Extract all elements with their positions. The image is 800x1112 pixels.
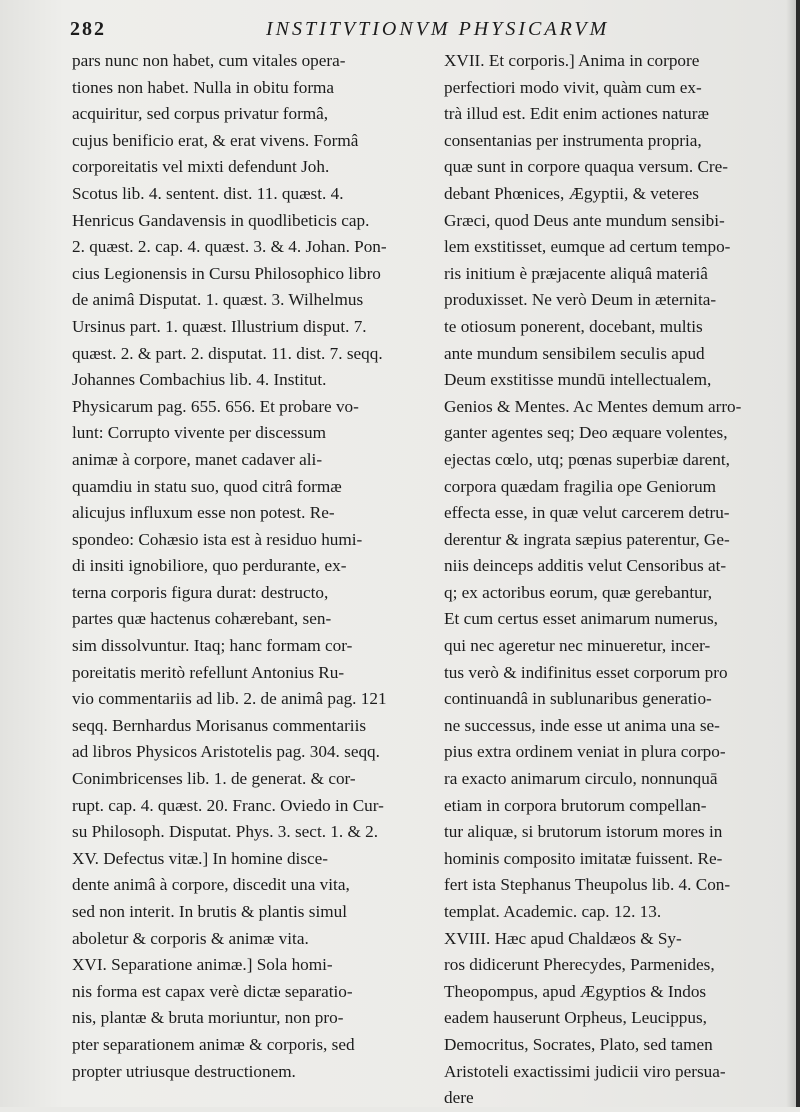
text-line: Genios & Mentes. Ac Mentes demum arro- [444,396,742,416]
text-line: terna corporis figura durat: destructo, [72,582,329,602]
text-line: trà illud est. Edit enim actiones naturæ [444,104,709,124]
text-line: pius extra ordinem veniat in plura corpo- [444,742,726,762]
page-header [70,12,780,46]
running-head: INSTITVTIONVM PHYSICARVM [266,18,610,40]
text-line: Theopompus, apud Ægyptios & Indos [444,981,707,1001]
text-line: Aristoteli exactissimi judicii viro persua- [444,1061,726,1081]
text-line: quæst. 2. & part. 2. disputat. 11. dist. 7. seqq. [72,343,383,363]
text-line: aboletur & corporis & animæ vita. [72,928,309,948]
text-line: corpora quædam fragilia ope Geniorum [444,476,717,496]
text-line: Physicarum pag. 655. 656. Et probare vo- [72,396,359,416]
text-line: ra exacto animarum circulo, nonnunquā [444,769,718,789]
text-line: sed non interit. In brutis & plantis simul [72,902,347,921]
text-line: partes quæ hactenus cohærebant, sen- [72,609,332,629]
text-line: tiones non habet. Nulla in obitu forma [72,77,335,97]
text-line: eadem hauserunt Orpheus, Leucippus, [444,1008,707,1028]
text-line: cius Legionensis in Cursu Philosophico libro [72,263,381,283]
text-line: Johannes Combachius lib. 4. Institut. [72,370,327,390]
text-line: ad libros Physicos Aristotelis pag. 304. seqq. [72,742,380,762]
text-line: debant Phœnices, Ægyptii, & veteres [444,183,699,203]
text-line: ros didicerunt Pherecydes, Parmenides, [444,955,715,975]
text-line: XVIII. Hæc apud Chaldæos & Sy- [444,928,682,948]
page-edge [796,0,800,1107]
text-line: ris initium è præjacente aliquâ materiâ [444,263,708,283]
left-column [72,48,422,1085]
text-line: vio commentariis ad lib. 2. de animâ pag. 121 [72,689,387,709]
text-line: nis, plantæ & bruta moriuntur, non pro- [72,1008,344,1028]
text-line: Deum exstitisse mundū intellectualem, [444,370,712,390]
text-line: Democritus, Socrates, Plato, sed tamen [444,1034,713,1054]
text-line: derentur & ingrata sæpius paterentur, Ge- [444,529,730,549]
text-line: lunt: Corrupto vivente per discessum [72,423,326,443]
text-line: dente animâ à corpore, discedit una vita, [72,875,350,895]
text-line: spondeo: Cohæsio ista est à residuo humi- [72,529,363,549]
text-line: Scotus lib. 4. sentent. dist. 11. quæst. 4. [72,183,344,203]
text-line: su Philosoph. Disputat. Phys. 3. sect. 1. & 2. [72,822,379,842]
text-line: acquiritur, sed corpus privatur formâ, [72,104,329,124]
text-line: Et cum certus esset animarum numerus, [444,609,718,629]
text-line: propter utriusque destructionem. [72,1061,296,1081]
text-line: perfectiori modo vivit, quàm cum ex- [444,77,702,97]
text-line: effecta esse, in quæ velut carcerem detru- [444,503,730,523]
text-line: nis forma est capax verè dictæ separatio- [72,981,353,1001]
text-line: alicujus influxum esse non potest. Re- [72,503,335,523]
text-line: quamdiu in statu suo, quod citrâ formæ [72,476,342,496]
text-line: templat. Academic. cap. 12. 13. [444,902,662,921]
text-line: pter separationem animæ & corporis, sed [72,1034,355,1054]
right-column [444,48,794,1112]
text-line: di insiti ignobiliore, quo perdurante, ex- [72,556,347,576]
text-line: ante mundum sensibilem seculis apud [444,343,705,363]
text-line: ne successus, inde esse ut anima una se- [444,715,720,735]
text-line: sim dissolvuntur. Itaq; hanc formam cor- [72,636,353,656]
text-line: tus verò & indifinitus esset corporum pro [444,662,728,682]
text-line: dere [444,1088,474,1108]
text-line: animæ à corpore, manet cadaver ali- [72,449,323,469]
text-line: rupt. cap. 4. quæst. 20. Franc. Oviedo in Cur- [72,795,384,815]
page-number: 282 [70,18,106,40]
text-line: Græci, quod Deus ante mundum sensibi- [444,210,725,230]
text-line: XVII. Et corporis.] Anima in corpore [444,51,700,70]
text-line: hominis composito imitatæ fuissent. Re- [444,848,723,868]
text-line: lem exstitisset, eumque ad certum tempo- [444,237,731,257]
text-line: corporeitatis vel mixti defendunt Joh. [72,157,330,177]
text-line: seqq. Bernhardus Morisanus commentariis [72,715,367,735]
text-line: XVI. Separatione animæ.] Sola homi- [72,955,333,975]
text-line: produxisset. Ne verò Deum in æternita- [444,290,717,310]
text-line: tur aliquæ, si brutorum istorum mores in [444,822,723,842]
text-line: XV. Defectus vitæ.] In homine disce- [72,848,329,868]
text-line: qui nec ageretur nec minueretur, incer- [444,636,711,656]
text-line: Conimbricenses lib. 1. de generat. & cor- [72,769,356,789]
text-line: de animâ Disputat. 1. quæst. 3. Wilhelmus [72,290,364,310]
text-line: poreitatis meritò refellunt Antonius Ru- [72,662,345,682]
text-line: cujus benificio erat, & erat vivens. Formâ [72,130,359,150]
text-line: niis deinceps additis velut Censoribus at- [444,556,727,576]
text-line: etiam in corpora brutorum compellan- [444,795,707,815]
text-line: ganter agentes seq; Deo æquare volentes, [444,423,728,443]
text-line: q; ex actoribus eorum, quæ gerebantur, [444,582,713,602]
text-line: Ursinus part. 1. quæst. Illustrium disput. 7. [72,316,367,336]
text-line: continuandâ in sublunaribus generatio- [444,689,712,709]
text-line: Henricus Gandavensis in quodlibeticis cap. [72,210,370,230]
text-line: ejectas cœlo, utq; pœnas superbiæ darent, [444,449,730,469]
text-columns [72,48,792,1108]
text-line: te otiosum ponerent, docebant, multis [444,316,703,336]
text-line: consentanias per instrumenta propria, [444,130,702,150]
text-line: fert ista Stephanus Theupolus lib. 4. Con- [444,875,731,895]
text-line: 2. quæst. 2. cap. 4. quæst. 3. & 4. Johan. Pon- [72,237,387,257]
text-line: quæ sunt in corpore quaqua versum. Cre- [444,157,729,177]
text-line: pars nunc non habet, cum vitales opera- [72,51,346,70]
